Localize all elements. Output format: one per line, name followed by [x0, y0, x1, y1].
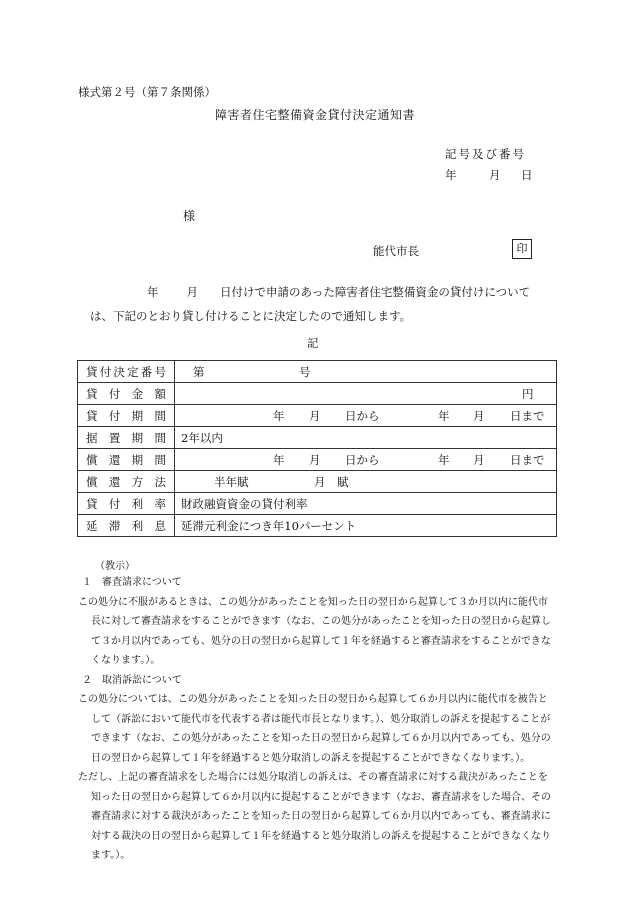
cell-value: 日から — [345, 409, 380, 423]
cell-value: 号 — [299, 365, 311, 379]
row-label: 償還方法 — [78, 471, 175, 493]
row-label: 貸付決定番号 — [78, 361, 175, 383]
cell-value: 月 賦 — [314, 475, 349, 489]
cell-value: 日から — [345, 453, 380, 467]
table-row — [78, 493, 557, 515]
row-label: 貸付利率 — [78, 493, 175, 515]
cell-value: 年 — [273, 409, 285, 423]
notification-body — [90, 280, 552, 328]
seal-mark: 印 — [512, 239, 532, 259]
addressee-suffix: 様 — [183, 209, 196, 223]
body-month: 月 — [186, 285, 198, 299]
note-heading-review: １ 審査請求について — [82, 577, 182, 588]
cell-value: 2年以内 — [181, 431, 223, 445]
date-year: 年 — [445, 168, 457, 182]
cell-value: 財政融資資金の貸付利率 — [181, 497, 308, 511]
cell-value: 日まで — [510, 409, 545, 423]
table-row — [78, 361, 557, 383]
cell-value: 月 — [309, 453, 321, 467]
issue-date — [445, 167, 533, 183]
row-label: 延滞利息 — [78, 515, 175, 537]
cell-value: 年 — [273, 453, 285, 467]
cell-value: 円 — [522, 387, 534, 401]
cell-value: 月 — [473, 453, 485, 467]
note-lawsuit-text: この処分については、この処分があったことを知った日の翌日から起算して６か月以内に能代市を被告として（訴訟において能代市を代表する者は能代市長となります。）、処分取消しの訴えを提起することができます（なお、この処分があったことを知った日の翌日から起算して６か月以内であっても、処分の日の翌日から起算して１年を経過すると処分取消しの訴えを提起することができなくなります。）。 — [78, 694, 551, 764]
instruction-heading: （教示） — [95, 561, 135, 572]
cell-value: 年 — [438, 409, 450, 423]
note-proviso-text: ただし、上記の審査請求をした場合には処分取消しの訴えは、その審査請求に対する裁決があったことを知った日の翌日から起算して６か月以内に提起することができます（なお、審査請求をした場合、その審査請求に対する裁決があったことを知った日の翌日から起算して６か月以内であっても、審査請求に対する裁決の日の翌日から起算して１年を経過すると処分取消しの訴えを提起することができなくなります。）。 — [78, 772, 551, 861]
note-heading-lawsuit: ２ 取消訴訟について — [82, 674, 182, 686]
table-row — [78, 449, 557, 471]
sender-name: 能代市長 — [373, 244, 419, 258]
instruction-notes — [78, 573, 556, 866]
date-month: 月 — [489, 168, 501, 182]
row-label: 貸付期間 — [78, 405, 175, 427]
table-row — [78, 405, 557, 427]
body-year: 年 — [147, 285, 159, 299]
cell-value: 延滞元利金につき年10パーセント — [181, 519, 357, 533]
row-label: 据置期間 — [78, 427, 175, 449]
record-number-label: 記号及び番号 — [445, 147, 526, 161]
cell-value: 年 — [438, 453, 450, 467]
cell-value: 第 — [193, 365, 205, 379]
form-number: 様式第２号（第７条関係） — [78, 85, 216, 99]
ki-heading: 記 — [307, 336, 319, 350]
table-row — [78, 427, 557, 449]
table-row — [78, 383, 557, 405]
date-day: 日 — [521, 168, 533, 182]
cell-value: 月 — [473, 409, 485, 423]
cell-value: 半年賦 — [214, 475, 249, 489]
row-label: 貸付金額 — [78, 383, 175, 405]
cell-value: 月 — [309, 409, 321, 423]
table-row — [78, 471, 557, 493]
document-title: 障害者住宅整備資金貸付決定通知書 — [215, 108, 416, 122]
body-text: 日付けで申請のあった障害者住宅整備資金の貸付けについては、下記のとおり貸し付けることに決定したので通知します。 — [90, 285, 531, 323]
note-review-text: この処分に不服があるときは、この処分があったことを知った日の翌日から起算して３か月以内に能代市長に対して審査請求をすることができます（なお、この処分があったことを知った日の翌日から起算して３か月以内であっても、処分の日の翌日から起算して１年を経過すると審査請求をすることができなくなります。）。 — [78, 596, 551, 666]
row-label: 償還期間 — [78, 449, 175, 471]
cell-value: 日まで — [510, 453, 545, 467]
loan-table — [77, 360, 557, 537]
table-row — [78, 515, 557, 537]
